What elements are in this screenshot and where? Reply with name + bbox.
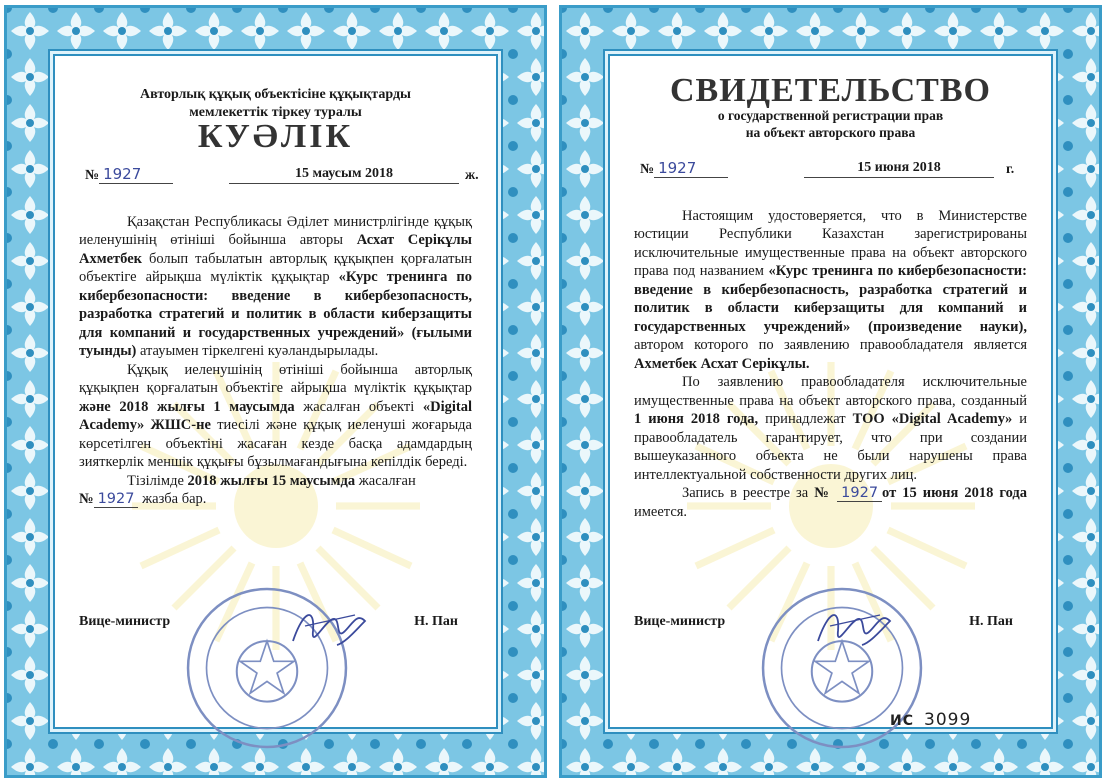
signatory-name: Н. Пан bbox=[969, 614, 1013, 629]
paragraph-1: Қазақстан Республикасы Әділет министрлігінде құқық иеленушінің өтініші бойынша авторы Асхат Серікұлы Ахметбек болып табылатын авторлық құқықпен қорғалатын объектіге айрықша мүліктік құқықтар «Курс тренинга по кибербезопасности: введение в кибербезопасность, разработка стратегий и политик в области киберзащиты для компаний и государственных учреждений» (ғылыми туынды) атауымен тіркелгені куәландырылады. bbox=[79, 213, 473, 359]
rights-holder: «Digital Academy» ЖШС-не bbox=[79, 398, 472, 433]
document-title: КУӘЛІК bbox=[197, 118, 354, 155]
form-series-number bbox=[890, 710, 971, 730]
header-line-2: мемлекеттік тіркеу туралы bbox=[189, 105, 362, 120]
certificate-russian bbox=[559, 5, 1102, 778]
paragraph-2: По заявлению правообладателя исключительные имущественные права на объект авторского права, созданный 1 июня 2018 года, принадлежат ТОО «Digital Academy» и правообладатель гарантирует, что при создании вышеуказанного объекта не были нарушены права интеллектуальной собственности других лиц. bbox=[634, 374, 1027, 483]
author-name: Асхат Серікұлы Ахметбек bbox=[79, 232, 473, 267]
signatory-title: Вице-министр bbox=[634, 614, 726, 629]
signatory-name: Н. Пан bbox=[414, 614, 458, 629]
signature bbox=[285, 601, 375, 656]
certificate-body bbox=[53, 54, 498, 729]
author-name: Ахметбек Асхат Серікұлы. bbox=[634, 355, 810, 372]
signatory-title: Вице-министр bbox=[79, 614, 171, 629]
subtitle-line-1: о государственной регистрации прав bbox=[717, 107, 944, 123]
subtitle-line-2: на объект авторского права bbox=[745, 124, 916, 140]
work-title: «Курс тренинга по кибербезопасности: введение в кибербезопасность, разработка стратегий и политик в области киберзащиты для компаний и государственных учреждений» (ғылыми туынды) bbox=[79, 269, 472, 359]
issue-date: 15 июня 2018 bbox=[804, 159, 994, 179]
registry-number: 1927 bbox=[837, 485, 882, 502]
series-number: 3099 bbox=[924, 710, 972, 730]
certificate-kazakh bbox=[4, 5, 547, 778]
signature bbox=[810, 601, 900, 656]
paragraph-2: Құқық иеленушінің өтініші бойынша авторлық құқықпен қорғалатын объектіге айрықша мүліктік құқықтар және 2018 жылғы 1 маусымда жасалған объекті «Digital Academy» ЖШС-не тиесілі және құқық иеленуші жоғарыда көрсетілген объектіні жасаған кезде басқа адамдардың зияткерлік меншік құқығы бұзылмағандығына кепілдік береді. bbox=[79, 361, 472, 470]
number-date-line bbox=[634, 159, 1027, 181]
registry-number: 1927 bbox=[94, 491, 139, 508]
issue-date: 15 маусым 2018 bbox=[229, 165, 459, 185]
number-date-line bbox=[79, 164, 479, 187]
number-prefix: № bbox=[640, 161, 655, 177]
rights-holder: ТОО «Digital Academy» bbox=[852, 411, 1013, 427]
work-title: «Курс тренинга по кибербезопасности: введение в кибербезопасность, разработка стратегий и политик в области киберзащиты для компаний и государственных учреждений» (произведение науки), bbox=[634, 263, 1027, 335]
registration-number: 1927 bbox=[654, 159, 728, 179]
header-line-1: Авторлық құқық объектісіне құқықтарды bbox=[140, 87, 411, 102]
paragraph-3: Запись в реестре за № 1927 от 15 июня 2018 года имеется. bbox=[634, 485, 1027, 520]
date-suffix: ж. bbox=[465, 167, 479, 183]
date-suffix: г. bbox=[1006, 161, 1015, 177]
number-prefix: № bbox=[85, 167, 100, 183]
paragraph-3: Тізілімде 2018 жылғы 15 маусымда жасалған № 1927 жазба бар. bbox=[79, 472, 416, 507]
series-label: ИС bbox=[890, 713, 914, 729]
certificate-body bbox=[608, 54, 1053, 729]
registration-number: 1927 bbox=[99, 165, 173, 185]
paragraph-1: Настоящим удостоверяется, что в Министерстве юстиции Республики Казахстан зарегистрированы исключительные имущественные права на объект авторского права под названием «Курс тренинга по кибербезопасности: введение в кибербезопасность, разработка стратегий и политик в области киберзащиты для компаний и государственных учреждений» (произведение науки), автором которого по заявлению правообладателя является Ахметбек Асхат Серікұлы. bbox=[634, 207, 1027, 372]
document-title: СВИДЕТЕЛЬСТВО bbox=[670, 72, 991, 109]
